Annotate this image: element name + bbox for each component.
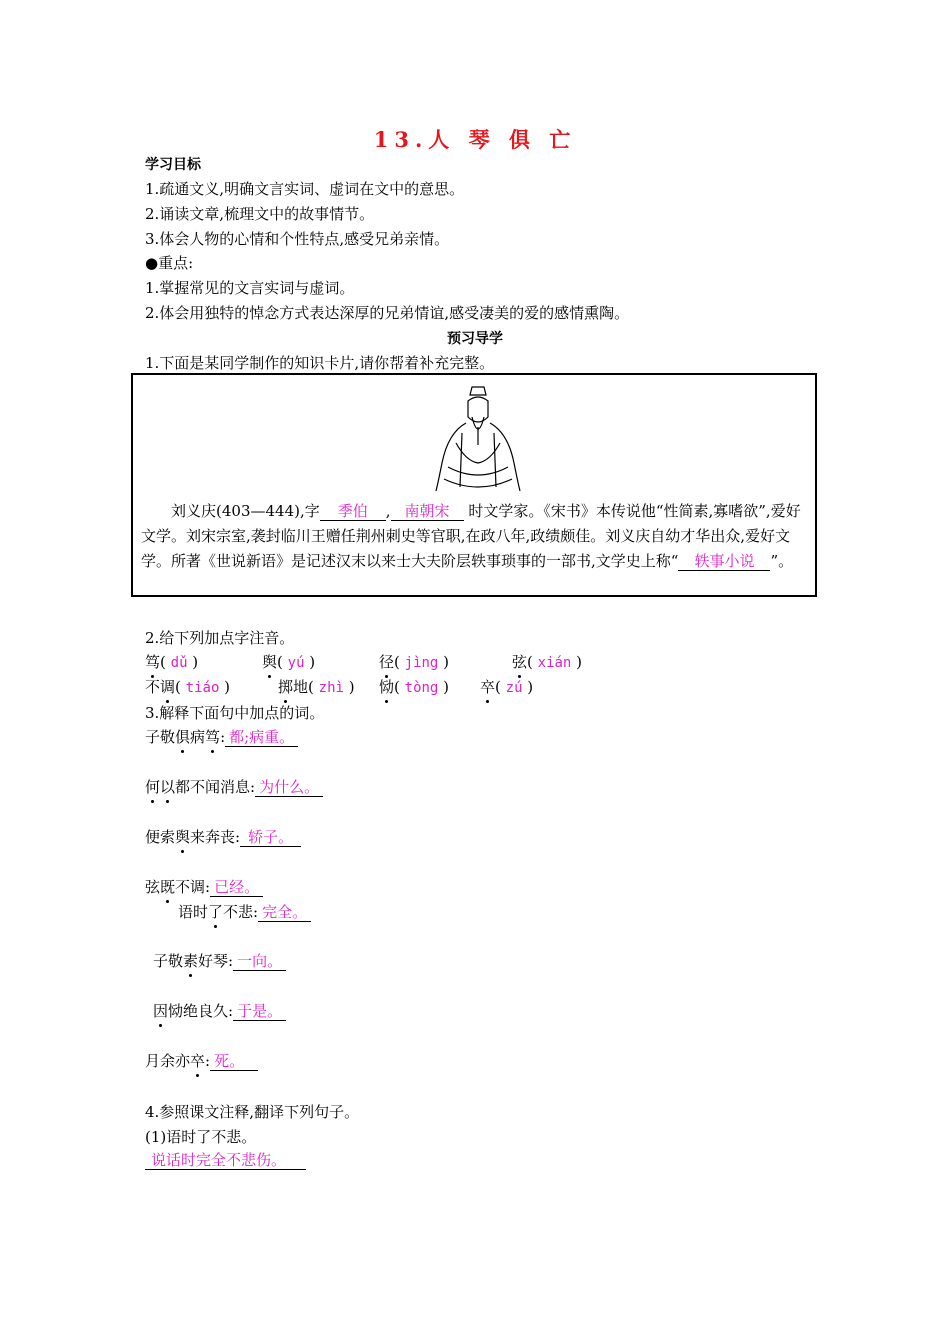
answer-blank: 轶事小说 xyxy=(678,553,770,571)
explain-item: 月余亦卒: 死。 xyxy=(145,1050,258,1071)
portrait-image xyxy=(426,383,530,493)
explain-item: 弦既不调: 已经。 xyxy=(145,876,263,897)
goals-heading: 学习目标 xyxy=(145,157,201,173)
card-text-1: 刘义庆(403—444),字 xyxy=(171,502,320,520)
question-3: 3.解释下面句中加点的词。 xyxy=(145,704,325,722)
question-1: 1.下面是某同学制作的知识卡片,请你帮着补充完整。 xyxy=(145,354,495,372)
key-item: 1.掌握常见的文言实词与虚词。 xyxy=(145,279,355,297)
explain-item: 子敬素好琴: 一向。 xyxy=(153,950,286,971)
explain-item: 便索舆来奔丧: 轿子。 xyxy=(145,826,301,847)
goal-item: 2.诵读文章,梳理文中的故事情节。 xyxy=(145,205,375,223)
pinyin-item: 恸( tòng ) xyxy=(379,678,449,696)
card-text-3: ”。 xyxy=(770,552,794,570)
card-text: 刘义庆(403—444),字 季伯 , 南朝宋 时文学家。《宋书》本传说他“性简素,寡嗜欲”,爱好文学。刘宋宗室,袭封临川王赠任荆州刺史等官职,在政八年,政绩颇佳。刘义庆自幼才华出众,爱好文学。所著《世说新语》是记述汉末以来士大夫阶层轶事琐事的一部书,文学史上称“ 轶事小说 ”。 xyxy=(141,502,801,570)
explain-item: 何以都不闻消息: 为什么。 xyxy=(145,776,323,797)
preview-heading: 预习导学 xyxy=(447,331,503,347)
explain-item: 子敬俱病笃: 都;病重。 xyxy=(145,726,298,747)
explain-item: 因恸绝良久: 于是。 xyxy=(153,1000,286,1021)
question-2: 2.给下列加点字注音。 xyxy=(145,629,295,647)
translation-answer: 说话时完全不悲伤。 xyxy=(145,1151,306,1170)
key-item: 2.体会用独特的悼念方式表达深厚的兄弟情谊,感受凄美的爱的感情熏陶。 xyxy=(145,304,630,322)
pinyin-item: 掷地( zhì ) xyxy=(278,678,355,696)
answer-blank: 南朝宋 xyxy=(391,503,464,521)
pinyin-item: 弦( xián ) xyxy=(512,653,582,671)
question-4: 4.参照课文注释,翻译下列句子。 xyxy=(145,1103,360,1121)
pinyin-item: 笃( dǔ ) xyxy=(145,653,199,671)
goal-item: 3.体会人物的心情和个性特点,感受兄弟亲情。 xyxy=(145,230,450,248)
question-4-1: (1)语时了不悲。 xyxy=(145,1128,257,1146)
card-text-2: 时文学家。《宋书》本传说他“性简素,寡嗜欲”,爱好文学。刘宋宗室,袭封临川王赠任荆州刺史等官职,在政八年,政绩颇佳。刘义庆自幼才华出众,爱好文学。所著《世说新语》是记述汉末以来士大夫阶层轶事琐事的一部书,文学史上称“ xyxy=(141,502,801,570)
answer-blank: 季伯 xyxy=(320,503,386,521)
pinyin-item: 径( jìng ) xyxy=(379,653,449,671)
page-title: 13.人 琴 俱 亡 xyxy=(373,127,577,152)
pinyin-item: 不调( tiáo ) xyxy=(145,678,230,696)
knowledge-card xyxy=(131,373,817,597)
explain-item: 语时了不悲: 完全。 xyxy=(178,901,311,922)
key-heading: ●重点: xyxy=(145,254,194,272)
pinyin-item: 舆( yú ) xyxy=(262,653,316,671)
pinyin-item: 卒( zú ) xyxy=(480,678,534,696)
goal-item: 1.疏通文义,明确文言实词、虚词在文中的意思。 xyxy=(145,180,465,198)
